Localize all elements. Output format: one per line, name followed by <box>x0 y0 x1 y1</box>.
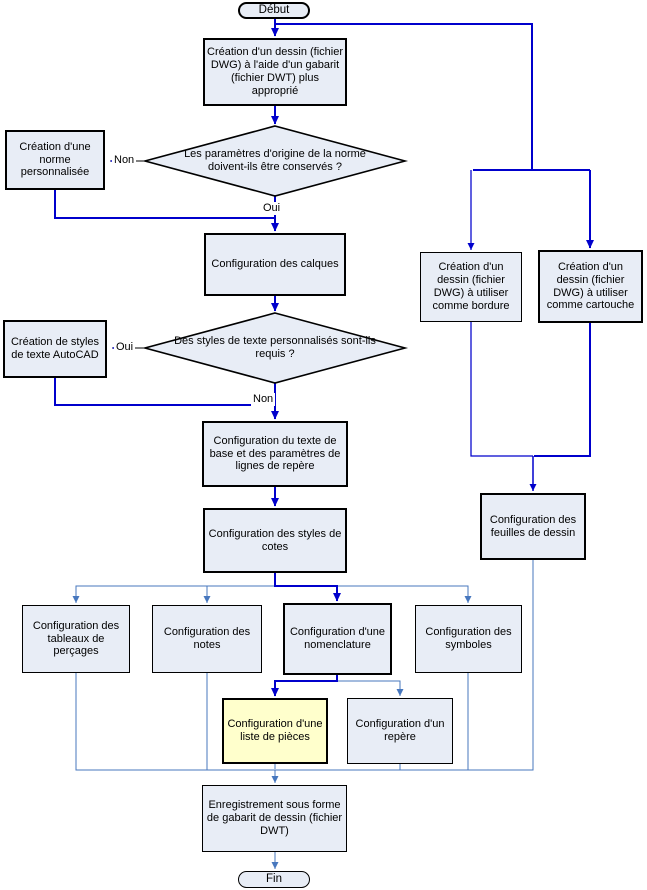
config-balloon-box: Configuration d'un repère <box>347 698 453 764</box>
config-base-text-box: Configuration du texte de base et des paramètres de lignes de repère <box>202 421 348 487</box>
create-title-block-box: Création d'un dessin (fichier DWG) à utiliser comme cartouche <box>538 250 643 323</box>
decision-text-styles-no-label: Non <box>253 393 274 405</box>
config-bom-box: Configuration d'une nomenclature <box>283 603 392 675</box>
decision-norm-text: Les paramètres d'origine de la norme doivent-ils être conservés ? <box>184 147 366 173</box>
save-template-box: Enregistrement sous forme de gabarit de dessin (fichier DWT) <box>202 785 347 852</box>
create-text-styles-box: Création de styles de texte AutoCAD <box>3 320 107 378</box>
config-symbols-box: Configuration des symboles <box>415 605 522 673</box>
config-dim-styles-box: Configuration des styles de cotes <box>203 508 347 573</box>
config-sheets-box: Configuration des feuilles de dessin <box>480 493 586 560</box>
config-hole-tables-box: Configuration des tableaux de perçages <box>22 605 130 673</box>
decision-norm-no-label: Non <box>114 154 135 166</box>
decision-text-styles-text: Des styles de texte personnalisés sont-ils requis ? <box>174 334 376 360</box>
config-parts-list-box: Configuration d'une liste de pièces <box>222 698 328 764</box>
decision-text-styles-yes-label: Oui <box>116 341 134 353</box>
config-notes-box: Configuration des notes <box>152 605 262 673</box>
decision-norm-yes-label: Oui <box>263 202 281 214</box>
end-terminator: Fin <box>238 871 310 888</box>
create-border-box: Création d'un dessin (fichier DWG) à utiliser comme bordure <box>420 252 522 322</box>
create-drawing-box: Création d'un dessin (fichier DWG) à l'aide d'un gabarit (fichier DWT) plus approprié <box>203 38 347 106</box>
start-terminator: Début <box>238 2 310 19</box>
config-layers-box: Configuration des calques <box>204 233 346 296</box>
create-norm-box: Création d'une norme personnalisée <box>5 130 105 190</box>
